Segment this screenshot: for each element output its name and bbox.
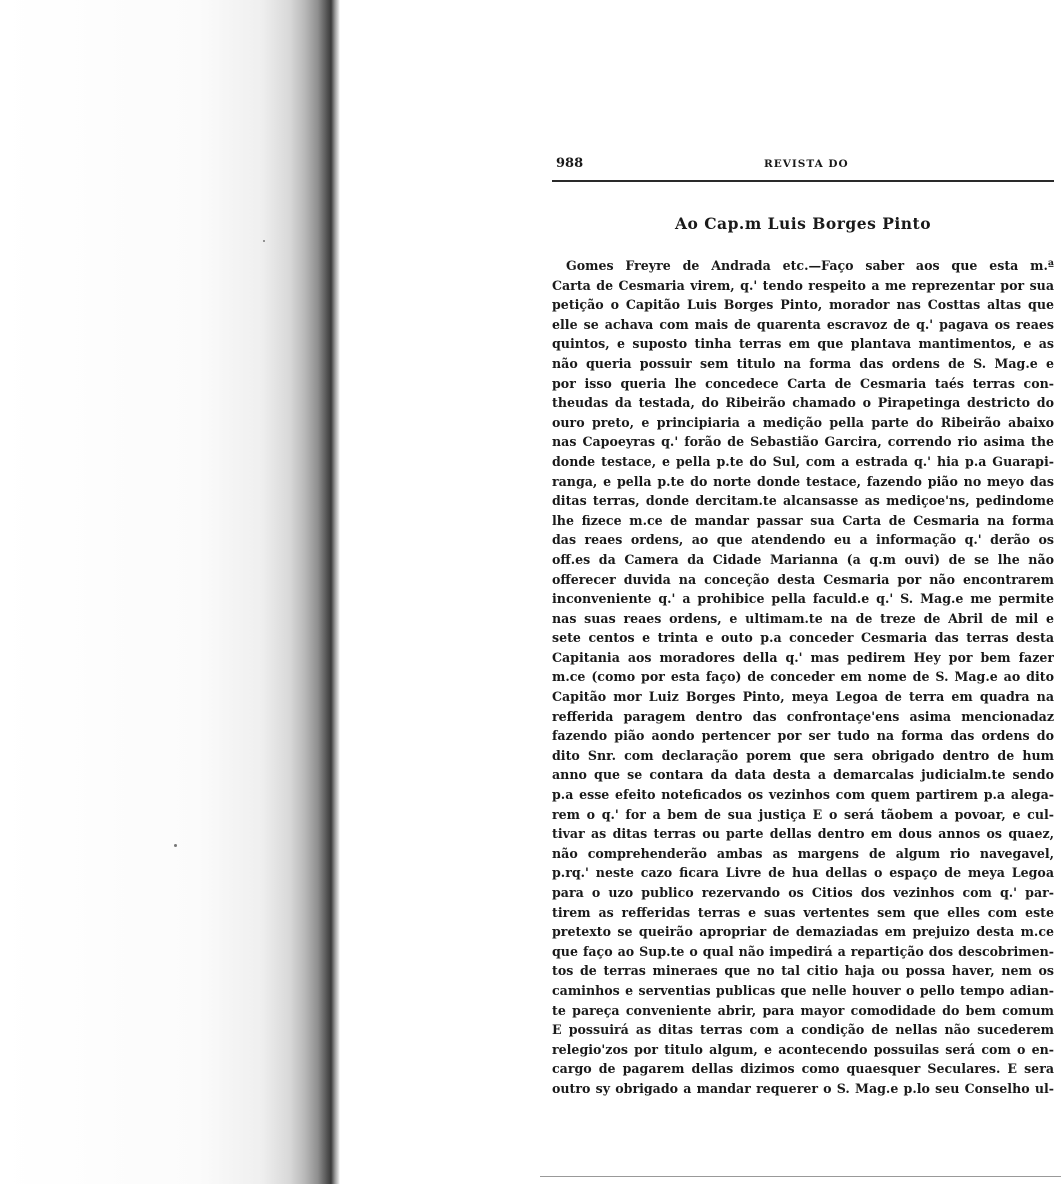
text-line: inconveniente q.' a prohibice pella faculd.e q.' S. Mag.e me permite: [552, 591, 1054, 607]
text-line: theudas da testada, do Ribeirão chamado o Pirapetinga destricto do: [552, 395, 1054, 411]
page-header: [552, 150, 1054, 176]
text-line: sete centos e trinta e outo p.a conceder Cesmaria das terras desta: [552, 630, 1054, 646]
document-title: Ao Cap.m Luis Borges Pinto: [674, 214, 932, 233]
text-line: petição o Capitão Luis Borges Pinto, morador nas Costtas altas que: [552, 297, 1054, 313]
text-line: nas suas reaes ordens, e ultimam.te na de treze de Abril de mil e: [552, 610, 1054, 626]
paper-speck: [263, 240, 265, 242]
running-head: REVISTA DO: [764, 158, 849, 170]
facing-page-binding-shadow: [0, 0, 340, 1184]
text-line: ouro preto, e principiaria a medição pella parte do Ribeirão abaixo: [552, 414, 1054, 430]
text-line: te pareça conveniente abrir, para mayor comodidade do bem comum: [552, 1002, 1054, 1018]
text-line: ditas terras, donde dercitam.te alcansasse as mediçoe'ns, pedindome: [552, 493, 1054, 509]
text-line: tos de terras mineraes que no tal citio haja ou possa haver, nem os: [552, 963, 1054, 979]
document-page: [552, 150, 1054, 1096]
paper-speck: [174, 844, 177, 847]
text-line: não queria possuir sem titulo na forma das ordens de S. Mag.e e: [552, 355, 1054, 371]
text-line: fazendo pião aondo pertencer por ser tudo na forma das ordens do: [552, 728, 1054, 744]
text-line: quintos, e suposto tinha terras em que plantava mantimentos, e as: [552, 336, 1054, 352]
text-line: dito Snr. com declaração porem que sera obrigado dentro de hum: [552, 747, 1054, 763]
text-line: outro sy obrigado a mandar requerer o S. Mag.e p.lo seu Conselho ul-: [552, 1080, 1054, 1096]
text-line: E possuirá as ditas terras com a condição de nellas não sucederem: [552, 1022, 1054, 1038]
text-line: off.es da Camera da Cidade Marianna (a q.m ouvi) de se lhe não: [552, 551, 1054, 567]
text-line: nas Capoeyras q.' forão de Sebastião Garcira, correndo rio asima the: [552, 434, 1054, 450]
text-line: ranga, e pella p.te do norte donde testace, fazendo pião no meyo das: [552, 473, 1054, 489]
text-line: lhe fizece m.ce de mandar passar sua Carta de Cesmaria na forma: [552, 512, 1054, 528]
text-line: não comprehenderão ambas as margens de algum rio navegavel,: [552, 845, 1054, 861]
text-line: tirem as refferidas terras e suas vertentes sem que elles com este: [552, 904, 1054, 920]
text-line: p.rq.' neste cazo ficara Livre de hua dellas o espaço de meya Legoa: [552, 865, 1054, 881]
text-line: por isso queria lhe concedece Carta de Cesmaria taés terras con-: [552, 375, 1054, 391]
text-line: elle se achava com mais de quarenta escravoz de q.' pagava os reaes: [552, 316, 1054, 332]
text-line: caminhos e serventias publicas que nelle houver o pello tempo adian-: [552, 982, 1054, 998]
text-line: p.a esse efeito noteficados os vezinhos com quem partirem p.a alega-: [552, 787, 1054, 803]
text-line: Capitão mor Luiz Borges Pinto, meya Legoa de terra em quadra na: [552, 689, 1054, 705]
text-line: Carta de Cesmaria virem, q.' tendo respeito a me reprezentar por sua: [552, 277, 1054, 293]
text-line: tivar as ditas terras ou parte dellas dentro em dous annos os quaez,: [552, 826, 1054, 842]
text-line: donde testace, e pella p.te do Sul, com a estrada q.' hia p.a Guarapi-: [552, 453, 1054, 469]
text-line: das reaes ordens, ao que atendendo eu a informação q.' derão os: [552, 532, 1054, 548]
text-line: refferida paragem dentro das confrontaçe'ens asima mencionadaz: [552, 708, 1054, 724]
text-line: rem o q.' for a bem de sua justiça E o será tãobem a povoar, e cul-: [552, 806, 1054, 822]
text-line: cargo de pagarem dellas dizimos como quaesquer Seculares. E sera: [552, 1061, 1054, 1077]
text-line: pretexto se queirão apropriar de demaziadas em prejuizo desta m.ce: [552, 924, 1054, 940]
text-line: offerecer duvida na conceção desta Cesmaria por não encontrarem: [552, 571, 1054, 587]
text-line: que faço ao Sup.te o qual não impedirá a repartição dos descobrimen-: [552, 943, 1054, 959]
text-line: relegio'zos por titulo algum, e acontecendo possuilas será com o en-: [552, 1041, 1054, 1057]
text-line: para o uzo publico rezervando os Citios dos vezinhos com q.' par-: [552, 885, 1054, 900]
text-line: Gomes Freyre de Andrada etc.—Faço saber aos que esta m.ª: [566, 258, 1054, 273]
header-rule: [552, 180, 1054, 182]
body-text: [552, 256, 1054, 1099]
page-number: 988: [556, 156, 584, 171]
text-line: anno que se contara da data desta a demarcalas judicialm.te sendo: [552, 767, 1054, 783]
text-line: m.ce (como por esta faço) de conceder em nome de S. Mag.e ao dito: [552, 669, 1054, 685]
page-bottom-edge: [540, 1176, 1061, 1177]
text-line: Capitania aos moradores della q.' mas pedirem Hey por bem fazer: [552, 649, 1054, 665]
